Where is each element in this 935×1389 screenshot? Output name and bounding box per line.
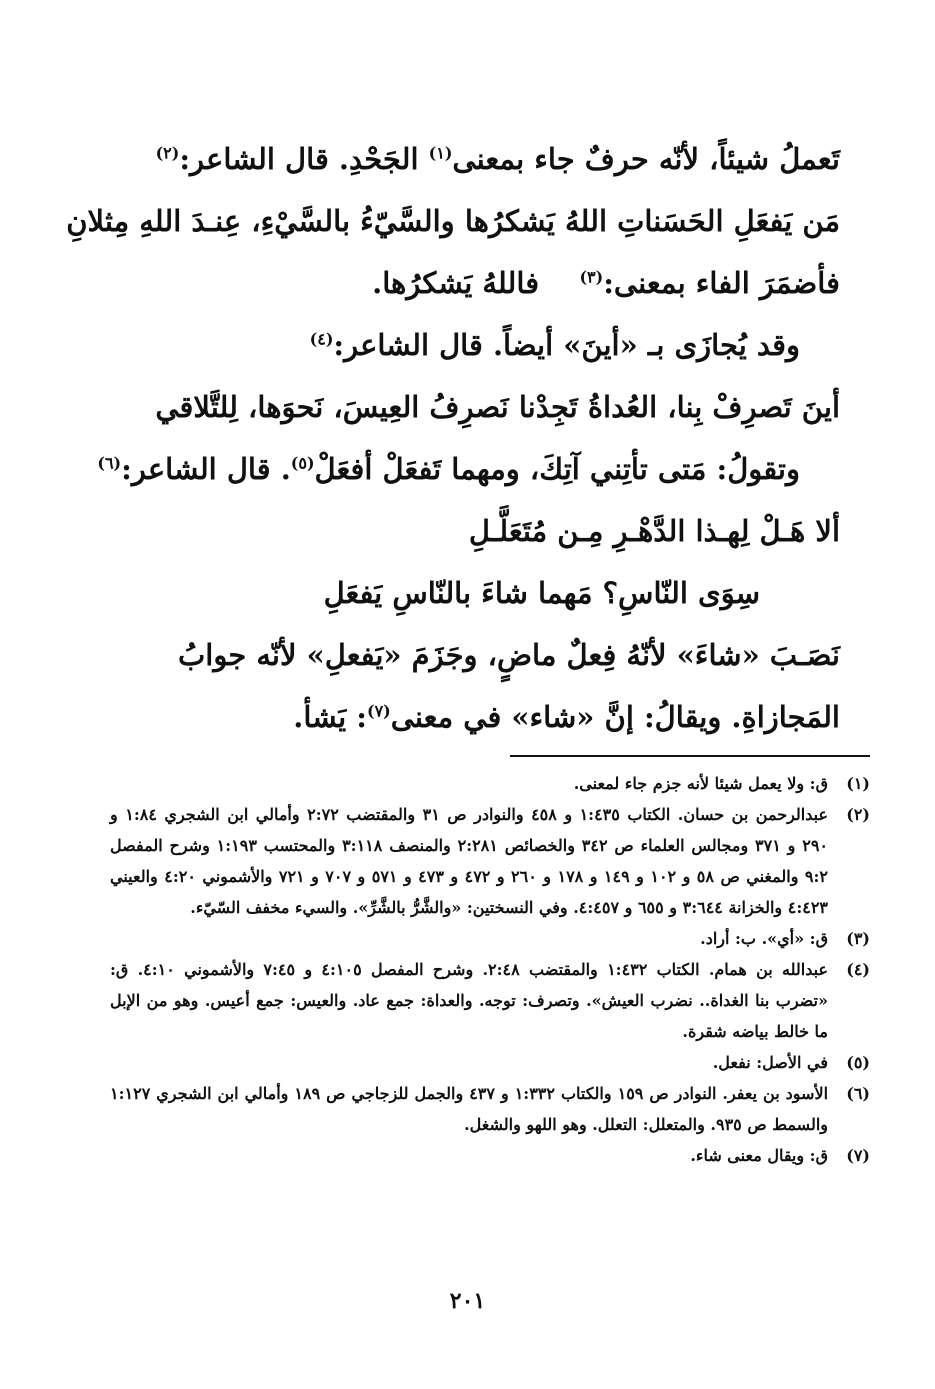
verse-hemistich-second: سِوَى النّاسِ؟ مَهما شاءَ بالنّاسِ يَفعَلِ	[323, 576, 760, 610]
footnote-text: في الأصل: نفعل.	[712, 1053, 828, 1072]
text-segment: فاللهُ يَشكرُها.	[372, 266, 540, 300]
footnote-number: (٤)	[846, 960, 870, 979]
footnote-number: (١)	[846, 774, 870, 793]
footnote-text: عبدالرحمن بن حسان. الكتاب ١:٤٣٥ و ٤٥٨ والنوادر ص ٣١ والمقتضب ٢:٧٢ وأمالي ابن الشجري ١:٨٤ و ٢٩٠ و ٣٧١ ومجالس العلماء ص ٣٤٢ والخصائص ٢:٢٨١ والمنصف ٣:١١٨ والمحتسب ١:١٩٣ وشرح المفصل ٩:٢ والمغني ص ٥٨ و ١٠٢ و ١٤٩ و ١٧٨ و ٢٦٠ و ٤٧٢ و ٤٧٣ و ٥٧١ و ٧٠٧ و ٧٢١ والأشموني ٤:٢٠ والعيني ٤:٤٢٣ والخزانة ٣:٦٤٤ و ٦٥٥ و ٤:٤٥٧. وفي النسختين: «والشَّرُّ بالشَّرِّ». والسيء مخفف السّيّء.	[110, 805, 829, 917]
footnote-number: (٥)	[846, 1053, 870, 1072]
text-segment: تَعملُ شيئاً، لأنّه حرفٌ جاء بمعنى	[452, 142, 840, 176]
footnote-ref-2[interactable]: (٢)	[155, 143, 180, 163]
footnote-number: (٢)	[846, 805, 870, 824]
text-line-6	[140, 686, 840, 748]
footnote-ref-7[interactable]: (٧)	[366, 701, 391, 721]
verse-hemistich-second: نَصرِفُ العِيسَ، نَحوَها، لِلتَّلاقي	[155, 390, 509, 424]
text-line-3	[140, 314, 840, 376]
footnote-text: الأسود بن يعفر. النوادر ص ١٥٩ والكتاب ١:٣٣٢ و ٤٣٧ والجمل للزجاجي ص ١٨٩ وأمالي ابن الشجري ١:١٢٧ والسمط ص ٩٣٥. والمتعلل: التعلل. وهو اللهو والشغل.	[110, 1084, 829, 1134]
verse-line-3-first	[140, 500, 840, 562]
verse-hemistich-first: ألا هَـلْ لِهـذا الدَّهْـرِ مِـن مُتَعَلَّـلِ	[468, 514, 840, 548]
footnotes	[110, 768, 870, 1171]
text-segment: الجَحْدِ. قال الشاعر:	[179, 142, 419, 176]
footnote-6	[110, 1078, 870, 1140]
footnote-ref-1[interactable]: (١)	[428, 143, 453, 163]
verse-line-2	[140, 376, 840, 438]
text-segment: : يَشأ.	[293, 700, 367, 734]
text-segment: . قال الشاعر:	[121, 452, 291, 486]
verse-hemistich-second: والسَّيّءُ بالسَّيْءِ، عِنـدَ اللهِ مِثلانِ	[66, 204, 455, 238]
page-number: ٢٠١	[449, 1288, 486, 1314]
text-segment: فأضمَرَ الفاء بمعنى:	[603, 266, 840, 300]
footnote-text: ق: «أي». ب: أراد.	[700, 929, 828, 948]
footnote-ref-4[interactable]: (٤)	[309, 329, 334, 349]
footnote-2	[110, 799, 870, 923]
verse-hemistich-first: أينَ تَصرِفْ بِنا، العُداةُ تَجِدْنا	[518, 390, 840, 424]
text-line-1	[140, 128, 840, 190]
footnote-1	[110, 768, 870, 799]
verse-line-1	[66, 190, 840, 252]
main-text	[66, 128, 840, 748]
text-line-5	[140, 624, 840, 686]
footnote-ref-6[interactable]: (٦)	[97, 453, 122, 473]
text-line-2	[140, 252, 840, 314]
footnote-ref-3[interactable]: (٣)	[579, 267, 604, 287]
footnote-number: (٦)	[846, 1084, 870, 1103]
verse-line-3-second	[140, 562, 840, 624]
text-segment: وتقولُ: مَتى تأتِني آتِكَ، ومهما تَفعَلْ أفعَلْ	[314, 452, 800, 486]
footnote-text: ق: ويقال معنى شاء.	[690, 1146, 828, 1165]
text-line-4	[97, 438, 840, 500]
footnote-ref-5[interactable]: (٥)	[290, 453, 315, 473]
footnote-5	[110, 1047, 870, 1078]
text-segment: وقد يُجازَى بـ «أينَ» أيضاً. قال الشاعر:	[333, 328, 800, 362]
footnote-separator	[510, 755, 870, 757]
footnote-number: (٣)	[846, 929, 870, 948]
footnote-3	[110, 923, 870, 954]
footnote-4	[110, 954, 870, 1047]
footnote-text: ق: ولا يعمل شيئا لأنه جزم جاء لمعنى.	[573, 774, 828, 793]
footnote-text: عبدالله بن همام. الكتاب ١:٤٣٢ والمقتضب ٢:٤٨. وشرح المفصل ٤:١٠٥ و ٧:٤٥ والأشموني ٤:١٠. ق: «تضرب بنا الغداة.. نضرب العيش». وتصرف: توجه. والعداة: جمع عاد. والعيس: جمع أعيس. وهو من الإبل ما خالط بياضه شقرة.	[110, 960, 828, 1041]
footnote-7	[110, 1140, 870, 1171]
text-segment: نَصَـبَ «شاءَ» لأنّهُ فِعلٌ ماضٍ، وجَزَمَ «يَفعلِ» لأنّه جوابُ	[177, 638, 840, 672]
verse-hemistich-first: مَن يَفعَلِ الحَسَناتِ اللهُ يَشكرُها	[464, 204, 840, 238]
text-segment: المَجازاةِ. ويقالُ: إنَّ «شاء» في معنى	[390, 700, 840, 734]
footnote-number: (٧)	[846, 1146, 870, 1165]
